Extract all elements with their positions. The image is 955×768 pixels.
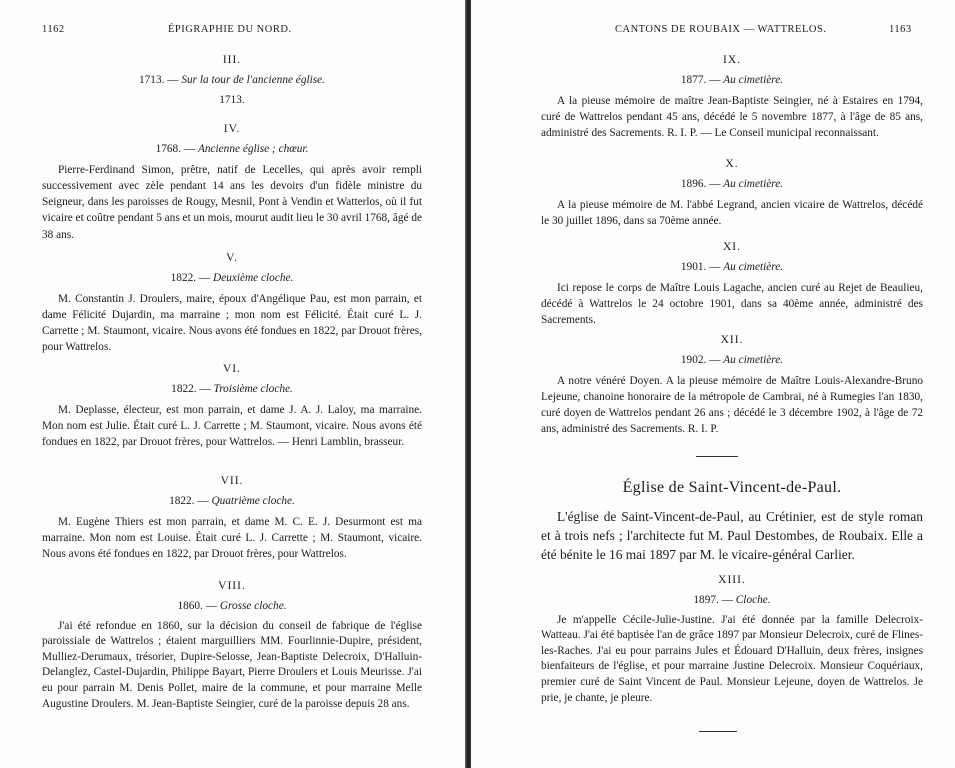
- section-heading: 1897. — Cloche.: [693, 594, 771, 607]
- inscription-text: M. Deplasse, électeur, est mon parrain, et dame J. A. J. Laloy, ma marraine. Mon nom est Julie. Était curé L. J. Carrette ; M. Staumont, vicaire. Nous avons été fondues en 1822, par Drouot frères, pour Wattrelos. — Henri Lamblin, brasseur.: [42, 403, 422, 449]
- section-numeral: VII.: [220, 475, 244, 487]
- inscription-text: A la pieuse mémoire de maître Jean-Baptiste Seingier, né à Estaires en 1794, curé de Wattrelos pendant 45 ans, décédé le 5 novembre 1877, à l'âge de 85 ans, administré des Sacrements. R. I. P. — Le Conseil municipal reconnaissant.: [541, 94, 923, 140]
- page-number: 1163: [889, 24, 912, 35]
- left-page: [0, 0, 465, 768]
- section-v: [42, 250, 422, 356]
- section-vii: [42, 473, 422, 562]
- inscription-text: J'ai été refondue en 1860, sur la décision du conseil de fabrique de l'église paroissiale de Wattrelos ; étaient marguilliers MM. Fourlinnie-Dupire, président, Mulliez-Derumaux, trésorier, Dupire-Selosse, Jean-Baptiste Delecroix, D'Halluin-Delanglez, Castel-Dujardin, Philippe Bayart, Pierre Droulers et Louis Meurisse. J'ai eu pour parrain M. Denis Pollet, maire de la commune, et pour marraine Melle Augustine Droulers. M. Jean-Baptiste Seingier, curé de la paroisse depuis 28 ans.: [42, 619, 422, 710]
- section-numeral: V.: [226, 252, 238, 264]
- inscription-text: A la pieuse mémoire de M. l'abbé Legrand, ancien vicaire de Wattrelos, décédé le 30 juillet 1896, dans sa 70ème année.: [541, 198, 923, 227]
- separator-rule: [696, 456, 738, 457]
- section-numeral: XI.: [722, 241, 741, 253]
- inscription-text: A notre vénéré Doyen. A la pieuse mémoire de Maître Louis-Alexandre-Bruno Lejeune, chanoine honoraire de la métropole de Cambrai, né à Rumegies l'an 1830, curé doyen de Wattrelos pendant 26 ans ; décédé le 3 décembre 1902, à l'âge de 72 ans, administré des Sacrements. R. I. P.: [541, 374, 923, 436]
- section-numeral: VIII.: [218, 580, 246, 592]
- section-vi: [42, 361, 422, 450]
- inscription-text: M. Constantin J. Droulers, maire, époux d'Angélique Pau, est mon parrain, et dame Félicité Dujardin, ma marraine ; mon nom est Félicité. Était curé L. J. Carrette ; M. Staumont, vicaire. Nous avons été fondues en 1822, par Drouot frères, pour Wattrelos.: [42, 292, 422, 354]
- section-numeral: III.: [222, 54, 242, 66]
- section-numeral: IX.: [722, 54, 741, 66]
- church-title: Église de Saint-Vincent-de-Paul.: [622, 479, 842, 496]
- section-heading: 1860. — Grosse cloche.: [177, 600, 287, 613]
- section-heading: 1877. — Au cimetière.: [680, 74, 784, 87]
- section-xi: [541, 239, 923, 328]
- section-x: [541, 156, 923, 229]
- running-title: ÉPIGRAPHIE DU NORD.: [168, 24, 292, 35]
- section-numeral: IV.: [223, 123, 241, 135]
- section-heading: 1822. — Troisième cloche.: [171, 383, 293, 396]
- inscription-text: 1713.: [219, 93, 245, 106]
- inscription-text: M. Eugène Thiers est mon parrain, et dame M. C. E. J. Desurmont est ma marraine. Mon nom est Louise. Était curé L. J. Carrette ; M. Staumont, vicaire. Nous avons été fondues en 1822, par Drouot frères, pour Wattrelos.: [42, 515, 422, 561]
- page-number: 1162: [42, 24, 65, 35]
- church-intro: L'église de Saint-Vincent-de-Paul, au Crétinier, est de style roman et à trois nefs ; l'architecte fut M. Paul Destombes, de Roubaix. Elle a été bénite le 16 mai 1897 par M. le vicaire-général Carlier.: [541, 509, 923, 563]
- section-heading: 1768. — Ancienne église ; chœur.: [155, 143, 309, 156]
- section-heading: 1902. — Au cimetière.: [680, 354, 784, 367]
- section-iv: [42, 121, 422, 243]
- section-numeral: X.: [725, 158, 739, 170]
- section-heading: 1896. — Au cimetière.: [680, 178, 784, 191]
- section-heading: 1822. — Deuxième cloche.: [170, 272, 294, 285]
- church-section: [541, 477, 923, 565]
- section-xiii: [541, 572, 923, 706]
- section-heading: 1713. — Sur la tour de l'ancienne église.: [139, 74, 325, 87]
- section-ix: [541, 52, 923, 141]
- end-rule: [699, 731, 737, 732]
- right-page: [471, 0, 955, 768]
- section-numeral: XII.: [720, 334, 744, 346]
- inscription-text: Pierre-Ferdinand Simon, prêtre, natif de Lecelles, qui après avoir rempli successivement avec zèle pendant 14 ans les devoirs d'un fidèle ministre du Seigneur, dans les paroisses de Rougy, Mesnil, Pont à Vendin et Watterlos, où il fut vicaire et coûtre pendant 5 ans et un mois, mourut audit lieu le 30 avril 1768, âgé de 38 ans.: [42, 163, 422, 241]
- section-numeral: XIII.: [718, 574, 746, 586]
- inscription-text: Je m'appelle Cécile-Julie-Justine. J'ai été donnée par la famille Delecroix-Watteau. J'ai été baptisée l'an de grâce 1897 par Monsieur Delecroix, curé de Flines-les-Raches. J'ai eu pour parrains Jules et Édouard D'Halluin, deux frères, insignes bienfaiteurs de l'église, et pour marraine Justine Delecroix. Monsieur Coquériaux, premier curé de Saint Vincent de Paul. Monsieur Lejeune, doyen de Wattrelos. Je prie, je chante, je pleure.: [541, 613, 923, 704]
- section-heading: 1822. — Quatrième cloche.: [169, 495, 295, 508]
- section-heading: 1901. — Au cimetière.: [680, 261, 784, 274]
- section-iii: [42, 52, 422, 108]
- section-viii: [42, 578, 422, 712]
- running-title: CANTONS DE ROUBAIX — WATTRELOS.: [615, 24, 827, 35]
- inscription-text: Ici repose le corps de Maître Louis Lagache, ancien curé au Rejet de Beaulieu, décédé à Wattrelos le 24 octobre 1901, dans sa 40ème année, administré des Sacrements.: [541, 281, 923, 327]
- section-numeral: VI.: [222, 363, 241, 375]
- section-xii: [541, 332, 923, 438]
